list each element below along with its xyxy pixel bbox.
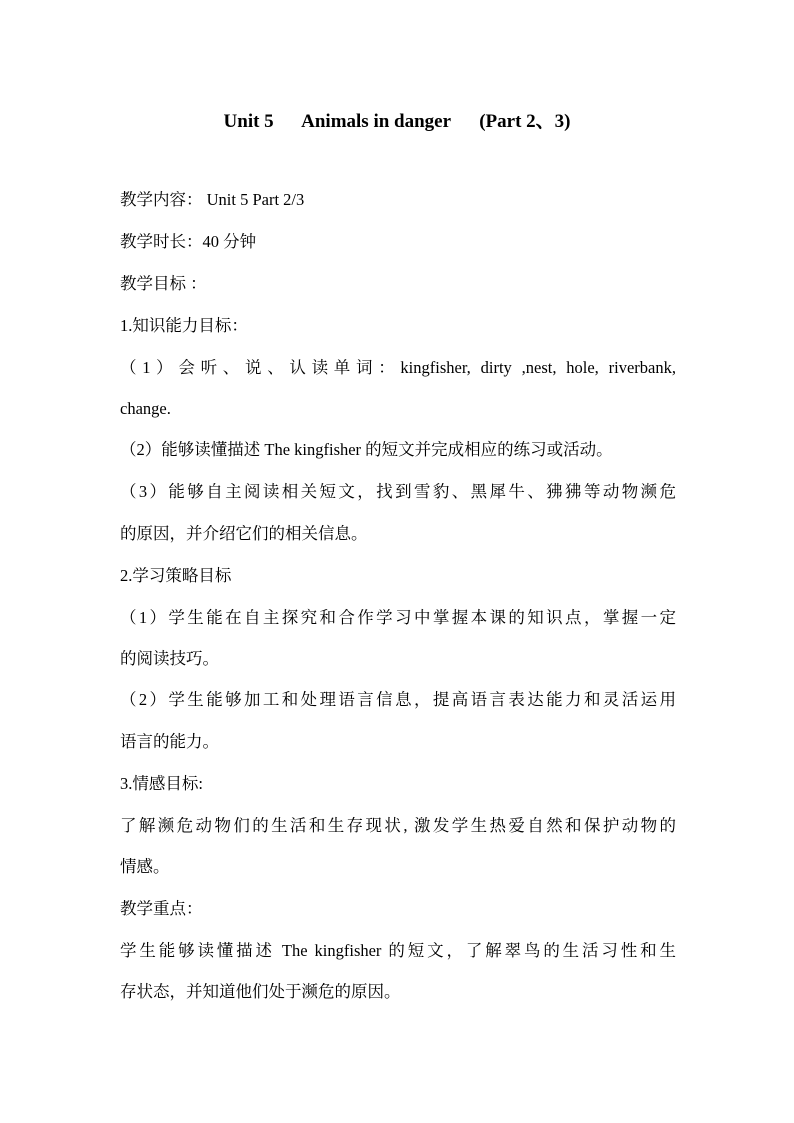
emotion-goal-line-1: 了解濒危动物们的生活和生存现状, 激发学生热爱自然和保护动物的	[120, 816, 676, 835]
knowledge-goals-heading: 1.知识能力目标：	[120, 316, 248, 335]
teaching-goals-heading: 教学目标 ：	[120, 274, 207, 293]
emotion-goal-line-2: 情感。	[120, 857, 170, 876]
goal-3-line-1: （3）能够自主阅读相关短文，找到雪豹、黑犀牛、狒狒等动物濒危	[120, 482, 676, 501]
strategy-2-line-1: （2）学生能够加工和处理语言信息，提高语言表达能力和灵活运用	[120, 690, 676, 709]
key-points-line-1: 学生能够读懂描述 The kingfisher 的短文，了解翠鸟的生活习性和生	[120, 941, 676, 960]
key-points-line-2: 存状态，并知道他们处于濒危的原因。	[120, 982, 401, 1001]
strategy-1-line-2: 的阅读技巧。	[120, 649, 219, 668]
key-points-heading: 教学重点：	[120, 899, 203, 918]
strategy-goals-heading: 2.学习策略目标	[120, 566, 232, 585]
teaching-duration-line: 教学时长：40 分钟	[120, 232, 257, 251]
goal-3-line-2: 的原因，并介绍它们的相关信息。	[120, 524, 368, 543]
goal-1-line-2: change.	[120, 399, 171, 418]
emotion-goals-heading: 3.情感目标:	[120, 774, 203, 793]
document-title: Unit 5 Animals in danger (Part 2、3)	[223, 111, 571, 132]
strategy-1-line-1: （1）学生能在自主探究和合作学习中掌握本课的知识点，掌握一定	[120, 608, 676, 627]
teaching-content-line: 教学内容： Unit 5 Part 2/3	[120, 190, 305, 209]
strategy-2-line-2: 语言的能力。	[120, 732, 219, 751]
goal-2-line: （2）能够读懂描述 The kingfisher 的短文并完成相应的练习或活动。	[120, 440, 613, 459]
goal-1-line-1: （1）会听、说、认读单词：kingfisher, dirty ,nest, hole, riverbank,	[120, 358, 676, 377]
